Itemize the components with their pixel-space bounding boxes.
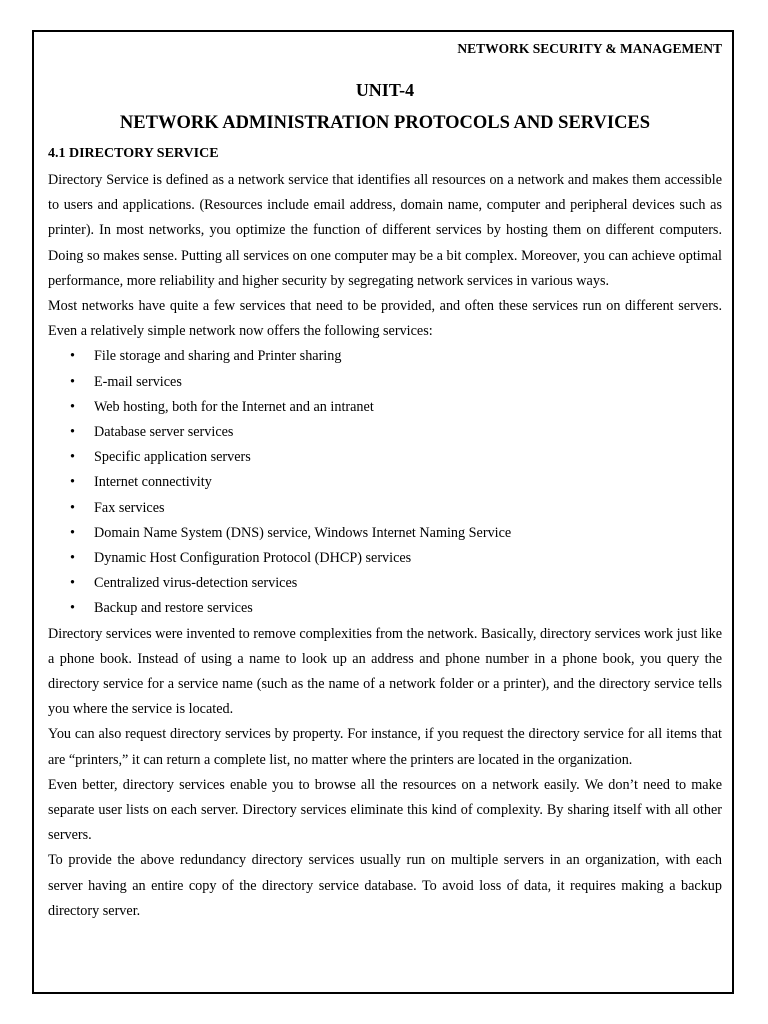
paragraph-by-property: You can also request directory services by property. For instance, if you request the directory service for all items that are “printers,” it can return a complete list, no matter where the printers are located in the organization.	[48, 726, 722, 768]
bullet-icon: •	[70, 550, 75, 567]
list-item-text: E-mail services	[94, 373, 182, 390]
list-item	[48, 370, 722, 395]
running-head: NETWORK SECURITY & MANAGEMENT	[457, 41, 722, 56]
list-item-text: Specific application servers	[94, 449, 251, 466]
list-item	[48, 521, 722, 546]
list-item-text: Centralized virus-detection services	[94, 575, 298, 592]
bullet-icon: •	[70, 600, 75, 617]
list-item	[48, 470, 722, 495]
page-border	[32, 30, 734, 994]
list-item-text: Web hosting, both for the Internet and an intranet	[94, 398, 374, 415]
list-item-text: Backup and restore services	[94, 600, 253, 617]
bullet-icon: •	[70, 499, 75, 516]
list-item	[48, 344, 722, 369]
section-heading: 4.1 DIRECTORY SERVICE	[48, 146, 219, 161]
list-item-text: File storage and sharing and Printer sharing	[94, 348, 342, 365]
bullet-icon: •	[70, 575, 75, 592]
paragraph-redundancy: To provide the above redundancy directory services usually run on multiple servers in an organization, with each server having an entire copy of the directory service database. To avoid loss of data, it requires making a backup directory server.	[48, 852, 722, 919]
list-item-text: Domain Name System (DNS) service, Windows Internet Naming Service	[94, 524, 512, 541]
list-item	[48, 395, 722, 420]
paragraph-browse: Even better, directory services enable you to browse all the resources on a network easily. We don’t need to make separate user lists on each server. Directory services eliminate this kind of complexity. By sharing itself with all other servers.	[48, 776, 722, 844]
paragraph-phone-book: Directory services were invented to remove complexities from the network. Basically, directory services work just like a phone book. Instead of using a name to look up an address and phone number in a phone book, you query the directory service for a service name (such as the name of a network folder or a printer), and the directory service tells you where the service is located.	[48, 625, 722, 718]
list-item-text: Database server services	[94, 424, 234, 441]
bullet-icon: •	[70, 398, 75, 415]
bullet-icon: •	[70, 474, 75, 491]
list-item-text: Dynamic Host Configuration Protocol (DHCP) services	[94, 550, 412, 567]
paragraph-services-intro: Most networks have quite a few services that need to be provided, and often these services run on different servers. Even a relatively simple network now offers the following services:	[48, 298, 722, 340]
chapter-title: NETWORK ADMINISTRATION PROTOCOLS AND SERVICES	[119, 113, 651, 133]
section-body	[48, 168, 722, 924]
list-item	[48, 546, 722, 571]
bullet-icon: •	[70, 524, 75, 541]
list-item	[48, 420, 722, 445]
bullet-icon: •	[70, 449, 75, 466]
list-item-text: Fax services	[94, 499, 165, 516]
list-item	[48, 496, 722, 521]
list-item	[48, 571, 722, 596]
bullet-icon: •	[70, 424, 75, 441]
list-item	[48, 596, 722, 621]
list-item	[48, 445, 722, 470]
unit-title: UNIT-4	[355, 80, 415, 100]
bullet-icon: •	[70, 373, 75, 390]
paragraph-intro: Directory Service is defined as a network service that identifies all resources on a network and makes them accessible to users and applications. (Resources include email address, domain name, computer and peripheral devices such as printer). In most networks, you optimize the function of different services by hosting them on different computers. Doing so makes sense. Putting all services on one computer may be a bit complex. Moreover, you can achieve optimal performance, more reliability and higher security by segregating network services in various ways.	[48, 172, 722, 289]
services-list	[48, 344, 722, 621]
bullet-icon: •	[70, 348, 75, 365]
list-item-text: Internet connectivity	[94, 474, 212, 491]
